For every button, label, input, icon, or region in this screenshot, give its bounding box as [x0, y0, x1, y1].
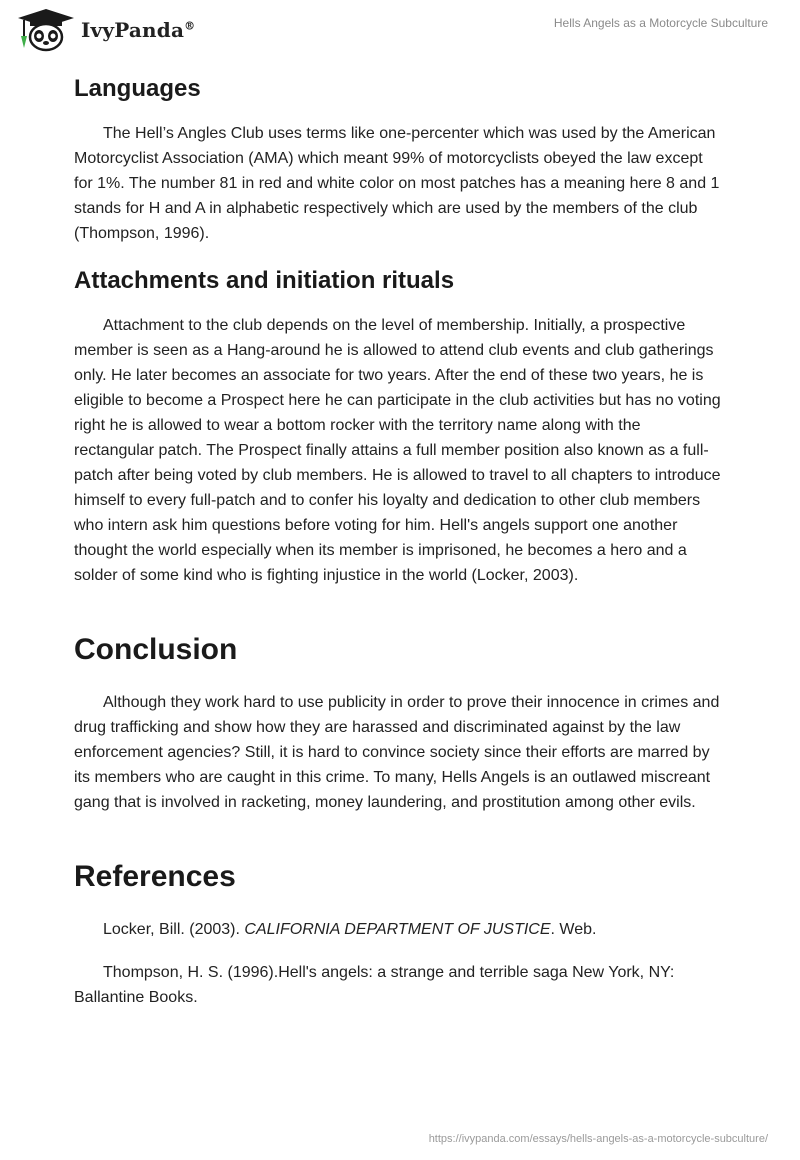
page-header [0, 0, 800, 60]
brand-name: IvyPanda® [81, 18, 196, 42]
paragraph-attachments: Attachment to the club depends on the level of membership. Initially, a prospective member is seen as a Hang-around he is allowed to attend club events and club gatherings only. He later becomes an associate for two years. After the end of these two years, he is eligible to become a Prospect here he can participate in the club activities but has no voting right he is allowed to wear a bottom rocker with the territory name along with the rectangular patch. The Prospect finally attains a full member position also known as a full-patch after being voted by club members. He is allowed to travel to all chapters to introduce himself to every full-patch and to confer his loyalty and dedication to other club members who intern ask him questions before voting for him. Hell's angels support one another thought the world especially when its member is imprisoned, he becomes a hero and a solder of some kind who is fighting injustice in the world (Locker, 2003). [74, 317, 721, 584]
reference-item-locker [74, 917, 724, 942]
brand-logo[interactable] [16, 8, 195, 52]
reference-1-wrap [74, 917, 724, 942]
section-languages [74, 74, 724, 104]
reference-2-wrap [74, 960, 724, 1010]
heading-attachments: Attachments and initiation rituals [74, 267, 455, 294]
running-title: Hells Angels as a Motorcycle Subculture [553, 16, 768, 30]
source-url-link[interactable]: https://ivypanda.com/essays/hells-angels-as-a-motorcycle-subculture/ [428, 1133, 768, 1145]
heading-conclusion: Conclusion [74, 633, 238, 666]
conclusion-body-wrap [74, 690, 724, 815]
reference-1-author: Locker, Bill. (2003). [103, 921, 245, 938]
section-references [74, 859, 724, 895]
paragraph-languages: The Hell’s Angles Club uses terms like one-percenter which was used by the American Motorcyclist Association (AMA) which meant 99% of motorcyclists obeyed the law except for 1%. The number 81 in red and white color on most patches has a meaning here 8 and 1 stands for H and A in alphabetic respectively which are used by the members of the club (Thompson, 1996). [74, 125, 720, 242]
languages-body-wrap [74, 121, 724, 246]
heading-references: References [74, 860, 236, 893]
section-attachments [74, 266, 724, 296]
panda-graduate-icon [16, 8, 76, 52]
reference-item-thompson: Thompson, H. S. (1996).Hell's angels: a strange and terrible saga New York, NY: Ballantine Books. [74, 964, 675, 1006]
reference-1-title: CALIFORNIA DEPARTMENT OF JUSTICE [244, 921, 551, 938]
paragraph-conclusion: Although they work hard to use publicity in order to prove their innocence in crimes and drug trafficking and show how they are harassed and discriminated against by the law enforcement agencies? Still, it is hard to convince society since their efforts are marred by its members who are caught in this crime. To many, Hells Angels is an outlawed miscreant gang that is involved in racketing, money laundering, and prostitution among other evils. [74, 694, 720, 811]
attachments-body-wrap [74, 313, 724, 588]
heading-languages: Languages [74, 75, 201, 102]
reference-1-suffix: . Web. [550, 921, 597, 938]
section-conclusion [74, 632, 724, 668]
